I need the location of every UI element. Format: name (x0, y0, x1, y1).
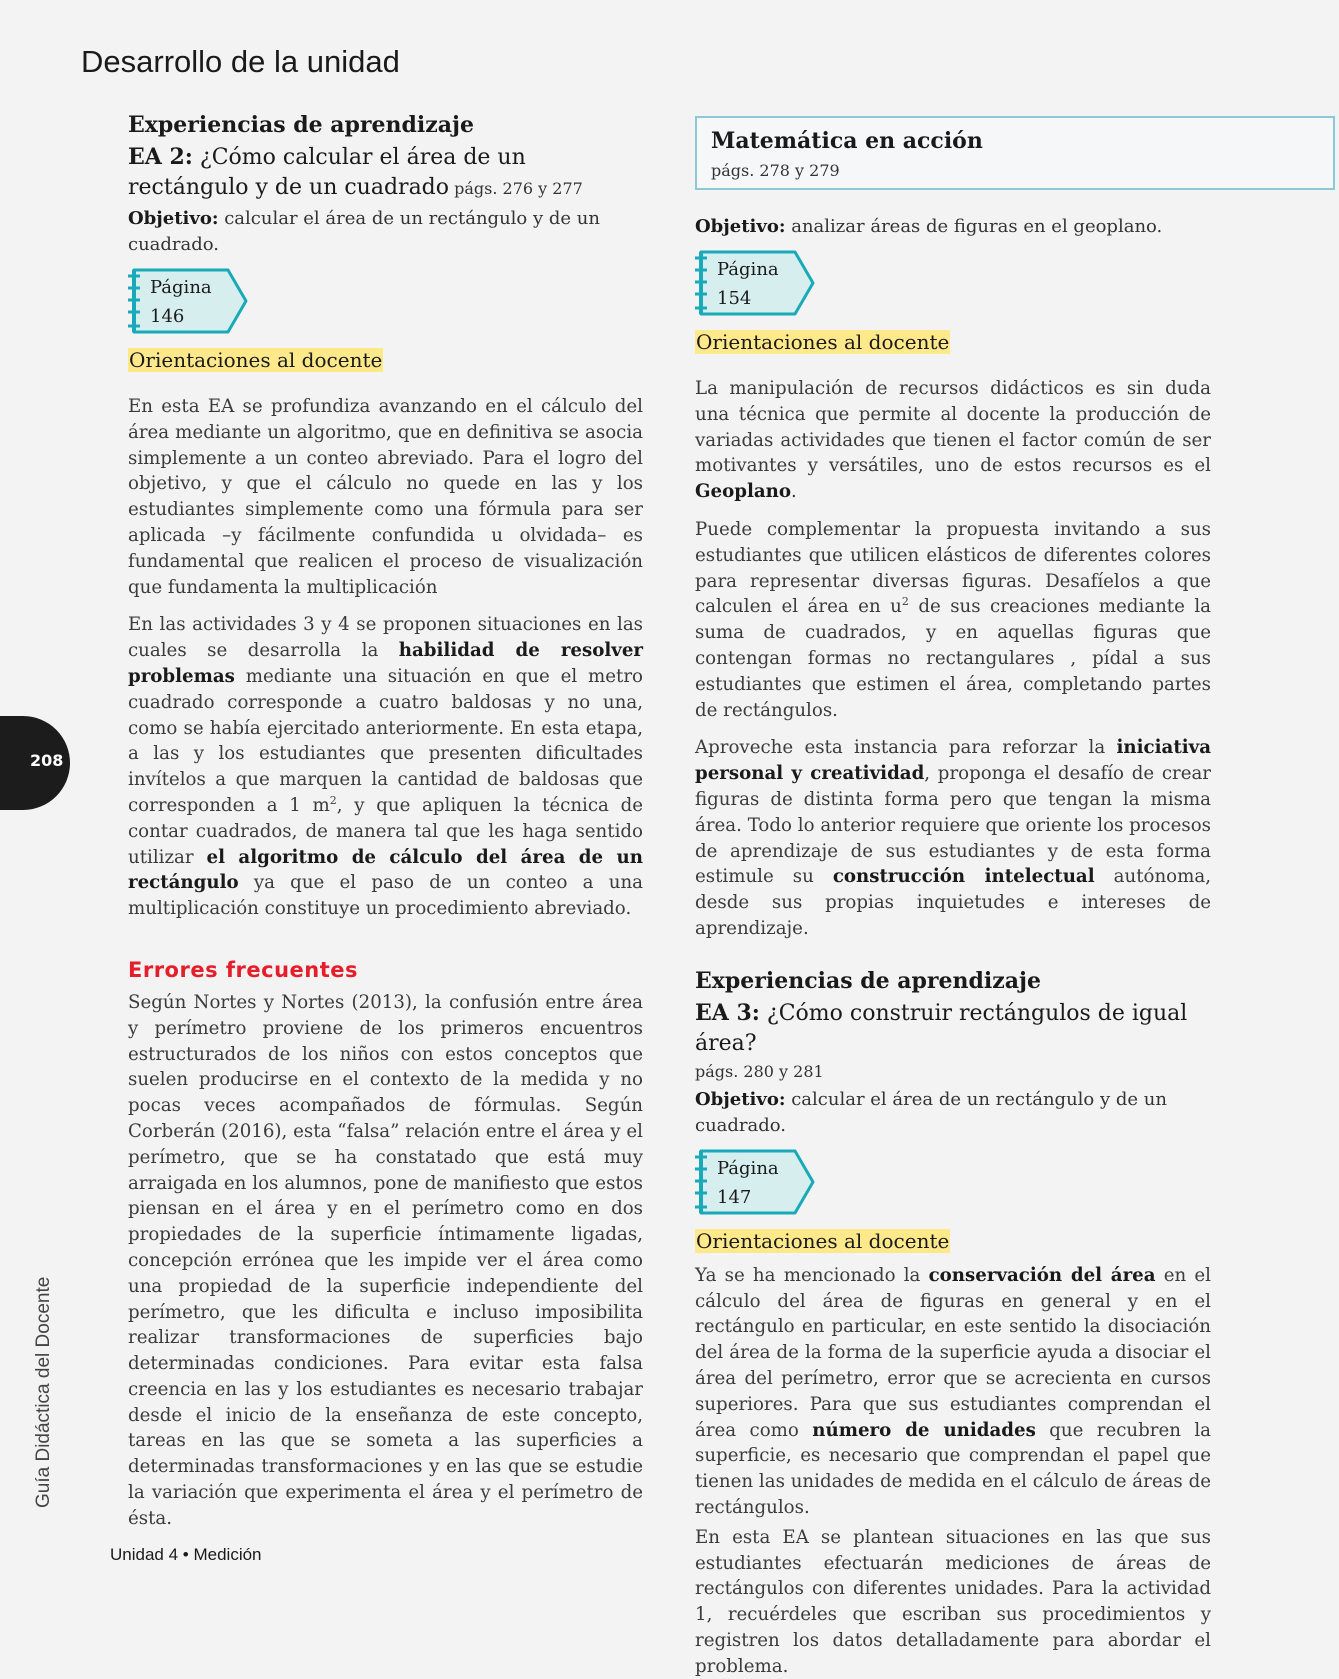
objective-text: analizar áreas de figuras en el geoplano. (785, 216, 1163, 237)
bold-run: el algoritmo de cálculo del área de un rectángulo (128, 846, 643, 894)
bold-run: construcción intelectual (832, 866, 1095, 888)
page-tag-147 (695, 1149, 820, 1215)
matematica-en-accion-box (695, 116, 1335, 190)
ea3-question: ¿Cómo construir rectángulos de igual área? (695, 1000, 1188, 1056)
objective-label: Objetivo: (695, 216, 786, 237)
bold-run: Geoplano (695, 481, 791, 503)
ea3-objective (695, 1087, 1211, 1139)
text-run: autónoma, desde sus propias inquietudes e intereses de aprendizaje. (695, 866, 1211, 939)
objective-text: calcular el área de un rectángulo y de un cuadrado. (695, 1088, 1167, 1136)
box-pages: págs. 278 y 279 (711, 161, 840, 180)
superscript: 2 (901, 595, 909, 609)
orientaciones-heading: Orientaciones al docente (696, 330, 950, 354)
right-paragraph-1 (695, 376, 1211, 505)
text-run: ya que el paso de un conteo a una multiplicación constituye un procedimiento abreviado. (128, 872, 643, 920)
box-title: Matemática en acción (711, 128, 983, 154)
right-paragraph-3 (695, 735, 1211, 941)
page-tag-number: 154 (717, 288, 752, 309)
text-run: de sus creaciones mediante la suma de cuadrados, y en aquellas figuras que contengan formas no rectangulares , pídal a sus estudiantes que estimen el área, completando partes de rectángulos. (695, 596, 1211, 721)
text-run: en el cálculo del área de figuras en general y en el rectángulo en particular, en este sentido la disociación del área de la forma de la superficie ayuda a disociar el área del perímetro, error que se acrecienta en cursos superiores. Para que sus estudiantes comprendan el área como (695, 1264, 1211, 1441)
page-tag-number: 147 (717, 1186, 752, 1208)
ea2-pages: págs. 276 y 277 (449, 179, 583, 198)
objective-label: Objetivo: (695, 1088, 786, 1110)
superscript: 2 (329, 793, 337, 807)
experiences-heading: Experiencias de aprendizaje (128, 112, 474, 138)
left-paragraph-2 (128, 612, 643, 922)
objective-text: calcular el área de un rectángulo y de un cuadrado. (128, 208, 600, 255)
left-column (128, 110, 643, 1532)
orientaciones-heading: Orientaciones al docente (129, 348, 383, 372)
page-tag-number: 146 (150, 306, 185, 327)
orientaciones-heading-2: Orientaciones al docente (696, 1228, 950, 1253)
ea3-title (695, 998, 1211, 1059)
footer-bullet: • (178, 1545, 194, 1564)
left-paragraph-1: En esta EA se profundiza avanzando en el cálculo del área mediante un algoritmo, que en definitiva se asocia simplemente a un conteo abreviado. Para el logro del objetivo, y que el cálculo no quede en las y los estudiantes simplemente como una fórmula para ser aplicada –y fácilmente confundida u olvidada– es fundamental que realicen el proceso de visualización que fundamenta la multiplicación (128, 396, 643, 598)
bold-run: habilidad de resolver problemas (128, 640, 644, 687)
errores-heading: Errores frecuentes (128, 957, 359, 982)
text-run: La manipulación de recursos didácticos es sin duda una técnica que permite al docente la producción de variadas actividades que tienen el factor común de ser motivantes y versátiles, uno de estos recursos es el (695, 378, 1211, 477)
page-tag-label: Página (150, 277, 212, 298)
bold-run: conservación del área (928, 1264, 1156, 1286)
ea2-code: EA 2: (128, 144, 193, 170)
experiences-heading-2: Experiencias de aprendizaje (695, 967, 1041, 994)
text-run: . (791, 481, 797, 503)
right-column (695, 212, 1211, 1679)
ea3-pages: págs. 280 y 281 (695, 1061, 824, 1081)
page-tag-154 (695, 250, 820, 316)
right-paragraph-4 (695, 1263, 1211, 1521)
bold-run: iniciativa personal y creatividad (695, 737, 1211, 785)
text-run: En las actividades 3 y 4 se proponen situaciones en las cuales se desarrolla la (128, 614, 643, 662)
footer-topic: Medición (193, 1545, 262, 1564)
ea2-objective (128, 206, 643, 258)
text-run: mediante una situación en que el metro cuadrado corresponde a cuatro baldosas y no una, como se había ejercitado anteriormente. En esta etapa, a las y los estudiantes que presenten dificultades invítelos a que marquen la cantidad de baldosas que corresponden a 1 m (128, 665, 643, 816)
left-paragraph-3: Según Nortes y Nortes (2013), la confusión entre área y perímetro proviene de los primeros encuentros estructurados de los niños con estos conceptos que suelen producirse en el contexto de la medida y no pocas veces acompañados de fórmulas. Según Corberán (2016), esta “falsa” relación entre el área y el perímetro, que se ha constatado que está muy arraigada en los alumnos, pone de manifiesto que estos piensan en el área y en el perímetro como en dos propiedades de la superficie íntimamente ligadas, concepción errónea que les impide ver el área como una propiedad de la superficie independiente del perímetro, que les dificulta e incluso imposibilita realizar transformaciones de superficies bajo determinadas condiciones. Para evitar esta falsa creencia en las y los estudiantes es necesario trabajar desde el inicio de la enseñanza de este concepto, tareas en las que se someta a las superficies a determinadas transformaciones y en las que se estudie la variación que experimenta el área y el perímetro de ésta. (128, 991, 643, 1529)
mea-objective (695, 214, 1211, 240)
vertical-guide-label: Guía Didáctica del Docente (33, 1276, 54, 1508)
ea2-title (128, 142, 643, 204)
page-number: 208 (30, 751, 64, 770)
objective-label: Objetivo: (128, 208, 219, 229)
page-title: Desarrollo de la unidad (81, 44, 400, 79)
page-tag-label: Página (717, 1157, 779, 1179)
right-paragraph-5: En esta EA se plantean situaciones en las que sus estudiantes efectuarán mediciones de áreas de rectángulos con diferentes unidades. Para la actividad 1, recuérdeles que escriban sus procedimientos y registren los datos detalladamente para abordar el problema. (695, 1526, 1211, 1677)
text-run: , proponga el desafío de crear figuras de distinta forma pero que tengan la misma área. Todo lo anterior requiere que oriente los procesos de aprendizaje de sus estudiantes y de esta forma estimule su (695, 763, 1211, 888)
bold-run: número de unidades (812, 1419, 1036, 1441)
text-run: Ya se ha mencionado la (695, 1264, 929, 1286)
ea3-code: EA 3: (695, 999, 760, 1026)
text-run: Puede complementar la propuesta invitando a sus estudiantes que utilicen elásticos de diferentes colores para representar diversas figuras. Desafíelos a que calculen el área en u (695, 518, 1211, 618)
page-tag-146 (128, 268, 253, 334)
text-run: que recubren la superficie, es necesario que comprendan el papel que tienen las unidades de medida en el cálculo de áreas de rectángulos. (695, 1419, 1211, 1518)
ea2-question: ¿Cómo calcular el área de un rectángulo y de un cuadrado (128, 145, 526, 200)
text-run: Aproveche esta instancia para reforzar la (695, 737, 1117, 759)
footer (110, 1545, 262, 1565)
right-paragraph-2 (695, 517, 1211, 723)
footer-unit: Unidad 4 (110, 1545, 179, 1564)
page-tag-label: Página (717, 259, 779, 280)
text-run: , y que apliquen la técnica de contar cuadrados, de manera tal que les haga sentido utilizar (128, 794, 643, 868)
page-number-tab (0, 716, 70, 810)
